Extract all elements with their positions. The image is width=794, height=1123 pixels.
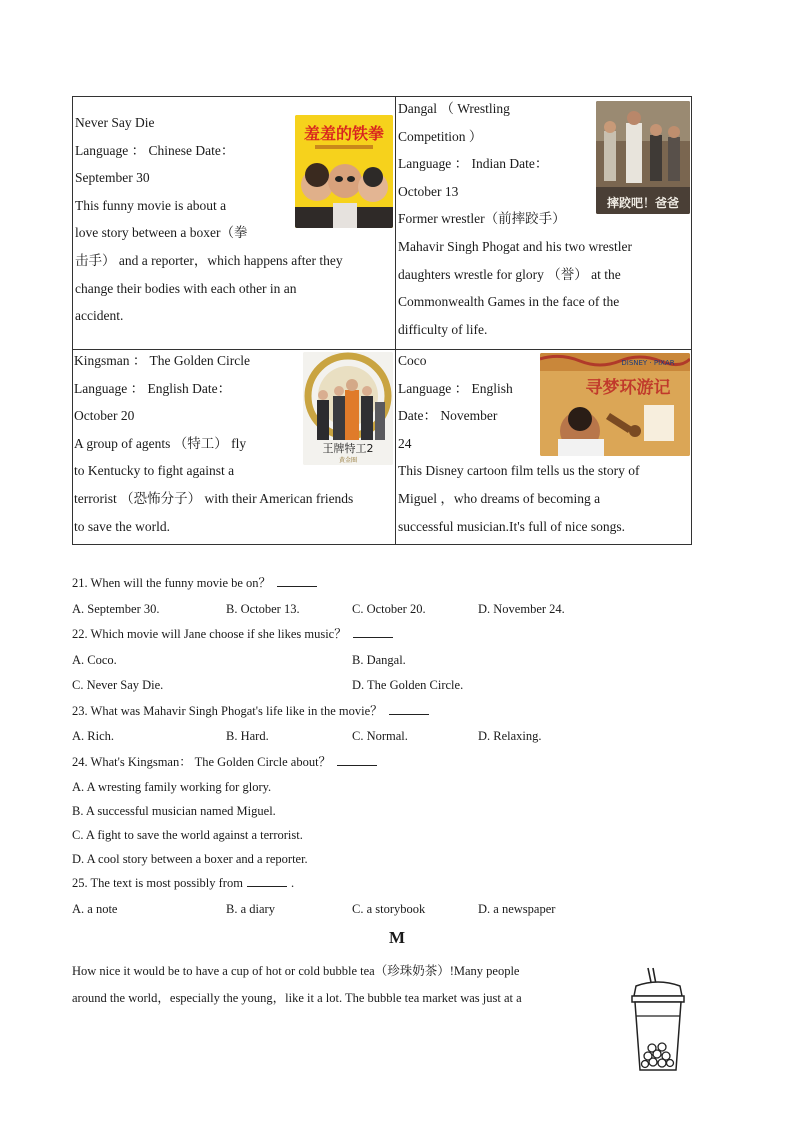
question-21 [72, 571, 692, 597]
options-row [72, 673, 692, 699]
option-d[interactable]: D. November 24. [478, 601, 565, 616]
passage-line: How nice it would be to have a cup of hot or cold bubble tea（珍珠奶茶）!Many people [72, 964, 520, 978]
questions-section [72, 571, 692, 922]
movie-line: Dangal （ Wrestling [398, 101, 510, 116]
movie-line: October 20 [74, 408, 135, 424]
movie-line: 24 [398, 435, 412, 451]
movie-line: to save the world. [74, 518, 170, 534]
option-a[interactable]: A. a note [72, 901, 118, 916]
movie-line: This funny movie is about a [75, 197, 227, 213]
option-d[interactable]: D. A cool story between a boxer and a reporter. [72, 852, 308, 866]
movie-line: Coco [398, 353, 427, 368]
movie-line: accident. [75, 308, 124, 324]
movie-table [72, 96, 692, 545]
movie-line: Former wrestler（前摔跤手） [398, 211, 566, 227]
option-c[interactable]: C. October 20. [352, 601, 426, 616]
option-c[interactable]: C. Normal. [352, 729, 408, 743]
option-b[interactable]: B. Dangal. [352, 652, 406, 667]
options-row [72, 724, 692, 750]
options-row [72, 597, 692, 623]
section-heading: M [388, 928, 406, 947]
option-a[interactable]: A. Coco. [72, 652, 117, 667]
poster-title: 摔跤吧！爸爸 [606, 196, 680, 210]
movie-poster-image [596, 101, 690, 214]
movie-line: Miguel ，who dreams of becoming a [398, 490, 601, 506]
movie-poster-image [303, 352, 393, 465]
poster-art [596, 101, 690, 214]
question-stem: 24. What's Kingsman： The Golden Circle about？ [72, 754, 332, 769]
movie-line: October 13 [398, 183, 459, 199]
movie-line: love story between a boxer（拳 [75, 225, 248, 241]
poster-title: 寻梦环游记 [585, 378, 671, 398]
movie-line: Language ： English [398, 380, 513, 396]
movie-poster-image [540, 353, 690, 456]
movie-line: Language ： Indian Date： [398, 156, 549, 172]
question-stem: 22. Which movie will Jane choose if she likes music？ [72, 627, 347, 641]
movie-line: Never Say Die [75, 115, 155, 130]
movie-line: 击手） and a reporter，which happens after they [75, 252, 343, 268]
poster-art [303, 352, 393, 465]
question-22 [72, 622, 692, 648]
movie-line: to Kentucky to fight against a [74, 463, 235, 479]
option-d[interactable]: D. Relaxing. [478, 729, 542, 743]
option-a[interactable]: A. Rich. [72, 729, 115, 743]
option-d[interactable]: D. The Golden Circle. [352, 678, 464, 692]
question-23 [72, 699, 692, 725]
movie-line: Language ： English Date： [74, 380, 232, 396]
answer-blank[interactable] [389, 702, 429, 715]
passage-line: around the world，especially the young，like it a lot. The bubble tea market was just at a [72, 991, 522, 1005]
poster-title: 羞羞的铁拳 [303, 124, 385, 143]
options-row [72, 648, 692, 674]
option-a[interactable]: A. A wresting family working for glory. [72, 780, 272, 794]
bubble-tea-cup-icon [626, 966, 690, 1074]
movie-poster-image [295, 115, 393, 228]
answer-blank[interactable] [247, 874, 287, 887]
poster-art [295, 115, 393, 228]
question-24 [72, 750, 692, 776]
answer-blank[interactable] [277, 574, 317, 587]
movie-line: difficulty of life. [398, 321, 488, 337]
poster-art [540, 353, 690, 456]
option-a[interactable]: A. September 30. [72, 601, 160, 616]
answer-blank[interactable] [353, 625, 393, 638]
option-c[interactable]: C. Never Say Die. [72, 678, 164, 692]
movie-line: September 30 [75, 170, 150, 186]
reading-passage [72, 958, 582, 1012]
question-stem-suffix: . [290, 876, 295, 890]
movie-line: A group of agents （特工） fly [74, 435, 247, 451]
question-stem: 23. What was Mahavir Singh Phogat's life like in the movie？ [72, 703, 383, 718]
option-b[interactable]: B. Hard. [226, 729, 269, 743]
movie-line: Competition ） [398, 128, 483, 144]
poster-title: 王牌特工2 [322, 442, 374, 455]
movie-line: Kingsman ： The Golden Circle [74, 353, 250, 368]
option-b[interactable]: B. a diary [226, 901, 275, 916]
question-25 [72, 871, 692, 897]
option-b[interactable]: B. October 13. [226, 601, 300, 616]
question-stem: 25. The text is most possibly from [72, 876, 243, 890]
answer-blank[interactable] [337, 753, 377, 766]
movie-line: Mahavir Singh Phogat and his two wrestler [398, 238, 632, 254]
movie-line: Date： November [398, 408, 498, 424]
movie-line: This Disney cartoon film tells us the story of [398, 463, 640, 479]
movie-line: Commonwealth Games in the face of the [398, 294, 620, 310]
options-row [72, 897, 692, 923]
movie-line: Language ： Chinese Date： [75, 142, 235, 158]
question-stem: 21. When will the funny movie be on？ [72, 576, 272, 590]
poster-brand: DISNEY · PIXAR [621, 359, 675, 367]
option-c[interactable]: C. a storybook [352, 901, 426, 916]
movie-line: terrorist （恐怖分子） with their American friends [74, 490, 354, 506]
option-d[interactable]: D. a newspaper [478, 901, 556, 916]
movie-line: change their bodies with each other in an [75, 280, 297, 296]
option-c[interactable]: C. A fight to save the world against a terrorist. [72, 828, 303, 842]
movie-line: successful musician.It's full of nice songs. [398, 518, 626, 534]
poster-subtitle: 黄金圈 [338, 457, 358, 464]
table-divider-vertical [395, 97, 396, 544]
option-b[interactable]: B. A successful musician named Miguel. [72, 804, 276, 818]
movie-line: daughters wrestle for glory （誉） at the [398, 266, 621, 282]
